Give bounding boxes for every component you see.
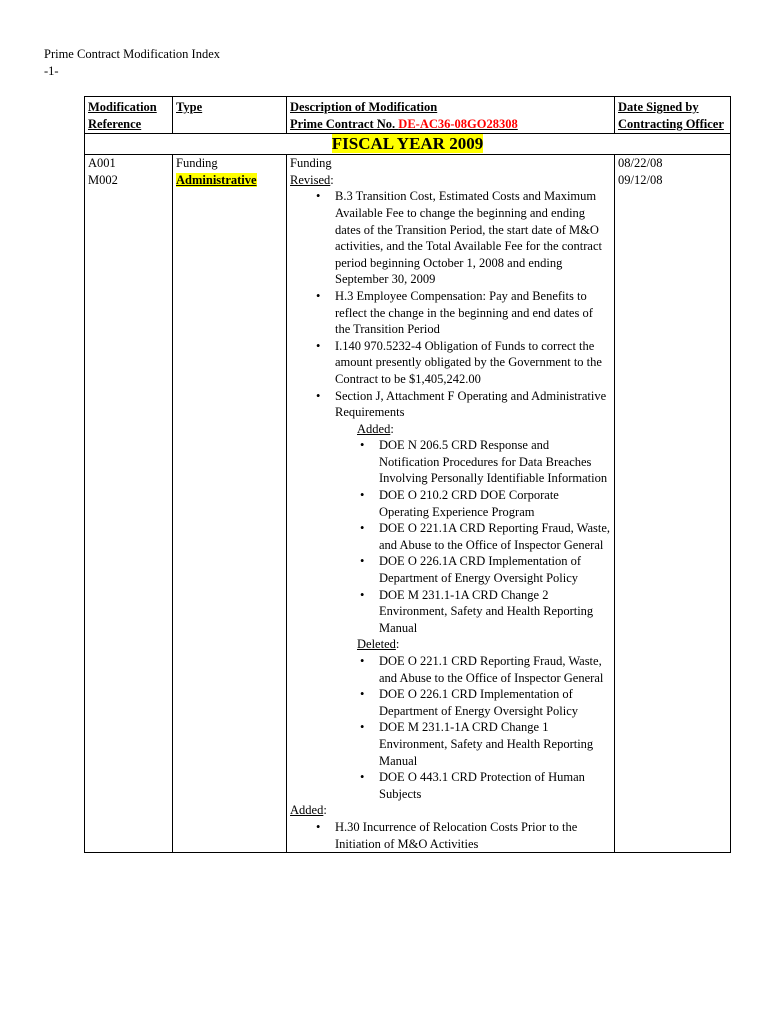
fiscal-year-cell	[85, 134, 731, 155]
modification-index-table	[84, 96, 731, 853]
list-item: • DOE O 443.1 CRD Protection of Human Subjects	[357, 769, 611, 802]
list-item: • DOE O 210.2 CRD DOE Corporate Operating Experience Program	[357, 487, 611, 520]
col-header-date: Date Signed by Contracting Officer	[615, 97, 731, 134]
sub-deleted-label: Deleted	[357, 637, 396, 652]
desc-header-line2	[290, 116, 611, 133]
list-item-text: • Section J, Attachment F Operating and Administrative Requirements	[335, 388, 607, 420]
desc-header-line1: Description of Modification	[290, 100, 438, 114]
row-m002-type	[173, 172, 287, 853]
list-item	[313, 388, 611, 803]
fiscal-year-row	[85, 134, 731, 155]
added-label: Added	[290, 803, 324, 818]
page-header-title: Prime Contract Modification Index	[44, 47, 221, 61]
col-header-description	[287, 97, 615, 134]
fiscal-year-label: FISCAL YEAR 2009	[331, 134, 484, 154]
col-header-type: Type	[173, 97, 287, 134]
contract-label: Prime Contract No.	[290, 116, 399, 131]
sub-section-added: Added: • DOE N 206.5 CRD Response and Notification Procedures for Data Breaches Involving Personally Identifiable Information • DOE O 210.2 CRD DOE Corporate Operating Experience Program • DOE O 221.1A CRD Reporting Fraud, Waste, and Abuse to the Office of Inspector General • DOE O 226.1A CRD Implementation of Department of Energy Oversight Policy • DOE M 231.1-1A CRD Change 2 Environment, Safety and Health Reporting Manual Deleted: • DOE O 221.1 CRD Reporting Fraud, Waste, and Abuse to the Office of Inspector General • DOE O 226.1 CRD Implementation of Department of Energy Oversight Policy • DOE M 231.1-1A CRD Change 1 Environment, Safety and Health Reporting Manual • DOE O 443.1 CRD Protection of Human Subjects	[357, 421, 611, 803]
revised-list	[313, 188, 611, 802]
table-row	[85, 172, 731, 853]
list-item: • DOE M 231.1-1A CRD Change 1 Environment, Safety and Health Reporting Manual	[357, 719, 611, 769]
list-item: • DOE O 221.1 CRD Reporting Fraud, Waste, and Abuse to the Office of Inspector General	[357, 653, 611, 686]
sub-added-label: Added	[357, 421, 391, 436]
list-item: • DOE O 221.1A CRD Reporting Fraud, Waste, and Abuse to the Office of Inspector General	[357, 520, 611, 553]
list-item: • DOE N 206.5 CRD Response and Notification Procedures for Data Breaches Involving Personally Identifiable Information	[357, 437, 611, 487]
table-row	[85, 155, 731, 172]
row-m002-desc: Revised: • B.3 Transition Cost, Estimated Costs and Maximum Available Fee to change the beginning and ending dates of the Transition Period, the start date of M&O activities, and the Total Available Fee for the contract period beginning October 1, 2008 and ending September 30, 2009 • H.3 Employee Compensation: Pay and Benefits to reflect the change in the beginning and end dates of the Transition Period • I.140 970.5232-4 Obligation of Funds to correct the amount presently obligated by the Government to the Contract to be $1,405,242.00 • Section J, Attachment F Operating and Administrative Requirements Added: • DOE N 206.5 CRD Response and Notification Procedures for Data Breaches Involving Personally Identifiable Information • DOE O 210.2 CRD DOE Corporate Operating Experience Program • DOE O 221.1A CRD Reporting Fraud, Waste, and Abuse to the Office of Inspector General • DOE O 226.1A CRD Implementation of Department of Energy Oversight Policy • DOE M 231.1-1A CRD Change 2 Environment, Safety and Health Reporting Manual Deleted: • DOE O 221.1 CRD Reporting Fraud, Waste, and Abuse to the Office of Inspector General • DOE O 226.1 CRD Implementation of Department of Energy Oversight Policy • DOE M 231.1-1A CRD Change 1 Environment, Safety and Health Reporting Manual • DOE O 443.1 CRD Protection of Human Subjects Added: • H.30 Incurrence of Relocation Costs Prior to the Initiation of M&O Activities	[287, 172, 615, 853]
row-a001-desc: Funding	[287, 155, 615, 172]
row-m002-date: 09/12/08	[615, 172, 731, 853]
col-header-mod-ref: Modification Reference	[85, 97, 173, 134]
list-item: • H.30 Incurrence of Relocation Costs Prior to the Initiation of M&O Activities	[313, 819, 611, 852]
list-item: • DOE O 226.1A CRD Implementation of Department of Energy Oversight Policy	[357, 553, 611, 586]
list-item: • I.140 970.5232-4 Obligation of Funds to correct the amount presently obligated by the Government to the Contract to be $1,405,242.00	[313, 338, 611, 388]
revised-label: Revised	[290, 172, 331, 187]
list-item: • B.3 Transition Cost, Estimated Costs and Maximum Available Fee to change the beginning and ending dates of the Transition Period, the start date of M&O activities, and the Total Available Fee for the contract period beginning October 1, 2008 and ending September 30, 2009	[313, 188, 611, 288]
sub-deleted-list	[357, 653, 611, 802]
type-administrative-highlight: Administrative	[176, 172, 257, 187]
row-a001-type: Funding	[173, 155, 287, 172]
list-item: • DOE M 231.1-1A CRD Change 2 Environment, Safety and Health Reporting Manual	[357, 587, 611, 637]
sub-added-list	[357, 437, 611, 636]
contract-number: DE-AC36-08GO28308	[398, 116, 518, 131]
list-item: • H.3 Employee Compensation: Pay and Benefits to reflect the change in the beginning and end dates of the Transition Period	[313, 288, 611, 338]
list-item: • DOE O 226.1 CRD Implementation of Department of Energy Oversight Policy	[357, 686, 611, 719]
row-a001-ref: A001	[85, 155, 173, 172]
added-list	[313, 819, 611, 852]
row-a001-date: 08/22/08	[615, 155, 731, 172]
row-m002-ref: M002	[85, 172, 173, 853]
page-number: -1-	[44, 64, 59, 78]
table-header-row	[85, 97, 731, 134]
